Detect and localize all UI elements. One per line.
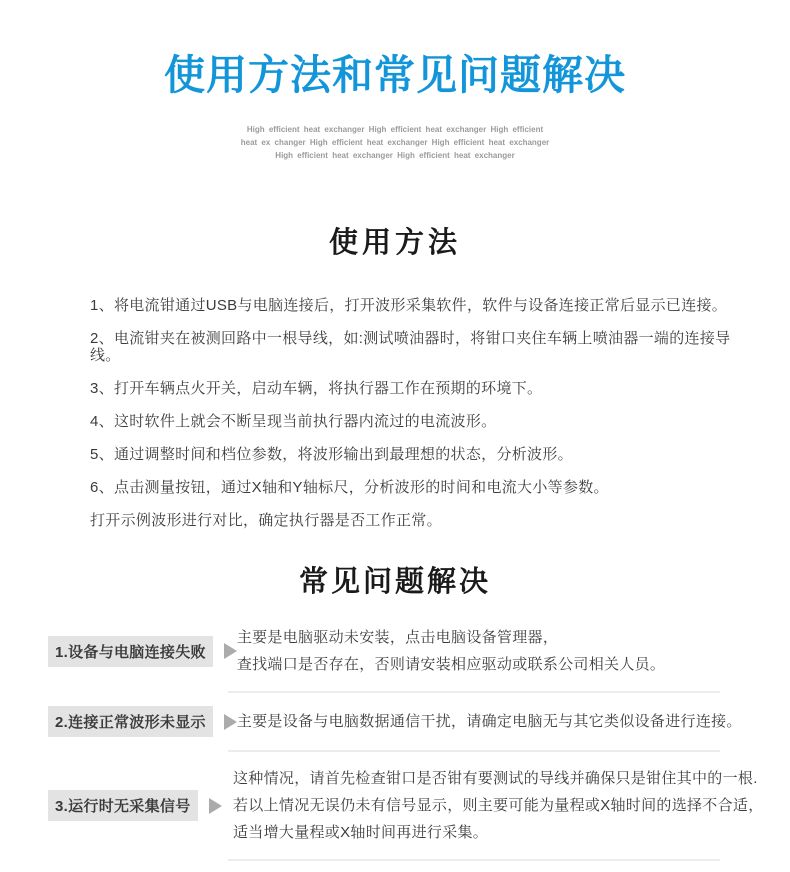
usage-section-heading: 使用方法 [328,227,461,259]
usage-closing-note: 打开示例波形进行对比，确定执行器是否工作正常。 [90,512,442,529]
arrow-right-icon [224,714,237,730]
arrow-right-icon [209,798,222,814]
faq-answer-line: 查找端口是否存在，否则请安装相应驱动或联系公司相关人员。 [236,656,666,673]
faq-item-3 [0,765,790,846]
faq-item-1-answer [237,624,665,678]
faq-item-2-label: 2.连接正常波形未显示 [48,706,213,737]
usage-step-1: 1、将电流钳通过USB与电脑连接后，打开波形采集软件，软件与设备连接正常后显示已连接。 [90,297,728,314]
faq-answer-line: 主要是设备与电脑数据通信干扰，请确定电脑无与其它类似设备进行连接。 [236,713,742,730]
divider [228,750,720,752]
watermark-text: High efficient heat exchanger High efficient heat exchanger High efficient heat ex changer High efficient heat exchanger High efficient heat exchanger High efficient heat exchanger High efficient heat exchanger [240,125,550,160]
usage-step-2: 2、电流钳夹在被测回路中一根导线，如:测试喷油器时，将钳口夹住车辆上喷油器一端的连接导线。 [90,330,731,364]
divider [228,859,720,861]
arrow-right-icon [224,643,237,659]
faq-list [0,624,790,861]
faq-item-2 [0,706,790,737]
faq-item-1-label: 1.设备与电脑连接失败 [48,636,213,667]
usage-step-3: 3、打开车辆点火开关，启动车辆，将执行器工作在预期的环境下。 [90,380,543,397]
faq-item-2-answer [237,708,742,735]
page-title: 使用方法和常见问题解决 [164,52,626,98]
faq-answer-line: 适当增大量程或X轴时间再进行采集。 [233,824,489,841]
faq-item-1-left [0,636,237,667]
faq-answer-line: 这种情况，请首先检查钳口是否钳有要测试的导线并确保只是钳住其中的一根. [233,770,758,787]
faq-section-heading: 常见问题解决 [298,566,491,598]
faq-item-3-left [0,790,233,821]
usage-step-6: 6、点击测量按钮，通过X轴和Y轴标尺，分析波形的时间和电流大小等参数。 [90,479,609,496]
usage-steps-list [0,297,790,529]
usage-step-5: 5、通过调整时间和档位参数，将波形输出到最理想的状态，分析波形。 [90,446,573,463]
faq-answer-line: 主要是电脑驱动未安装，点击电脑设备管理器， [236,629,559,646]
faq-item-1 [0,624,790,678]
divider [228,691,720,693]
faq-answer-line: 若以上情况无误仍未有信号显示，则主要可能为量程或X轴时间的选择不合适， [233,797,764,814]
faq-item-3-label: 3.运行时无采集信号 [48,790,198,821]
faq-item-2-left [0,706,237,737]
usage-step-4: 4、这时软件上就会不断呈现当前执行器内流过的电流波形。 [90,413,497,430]
faq-item-3-answer [233,765,764,846]
